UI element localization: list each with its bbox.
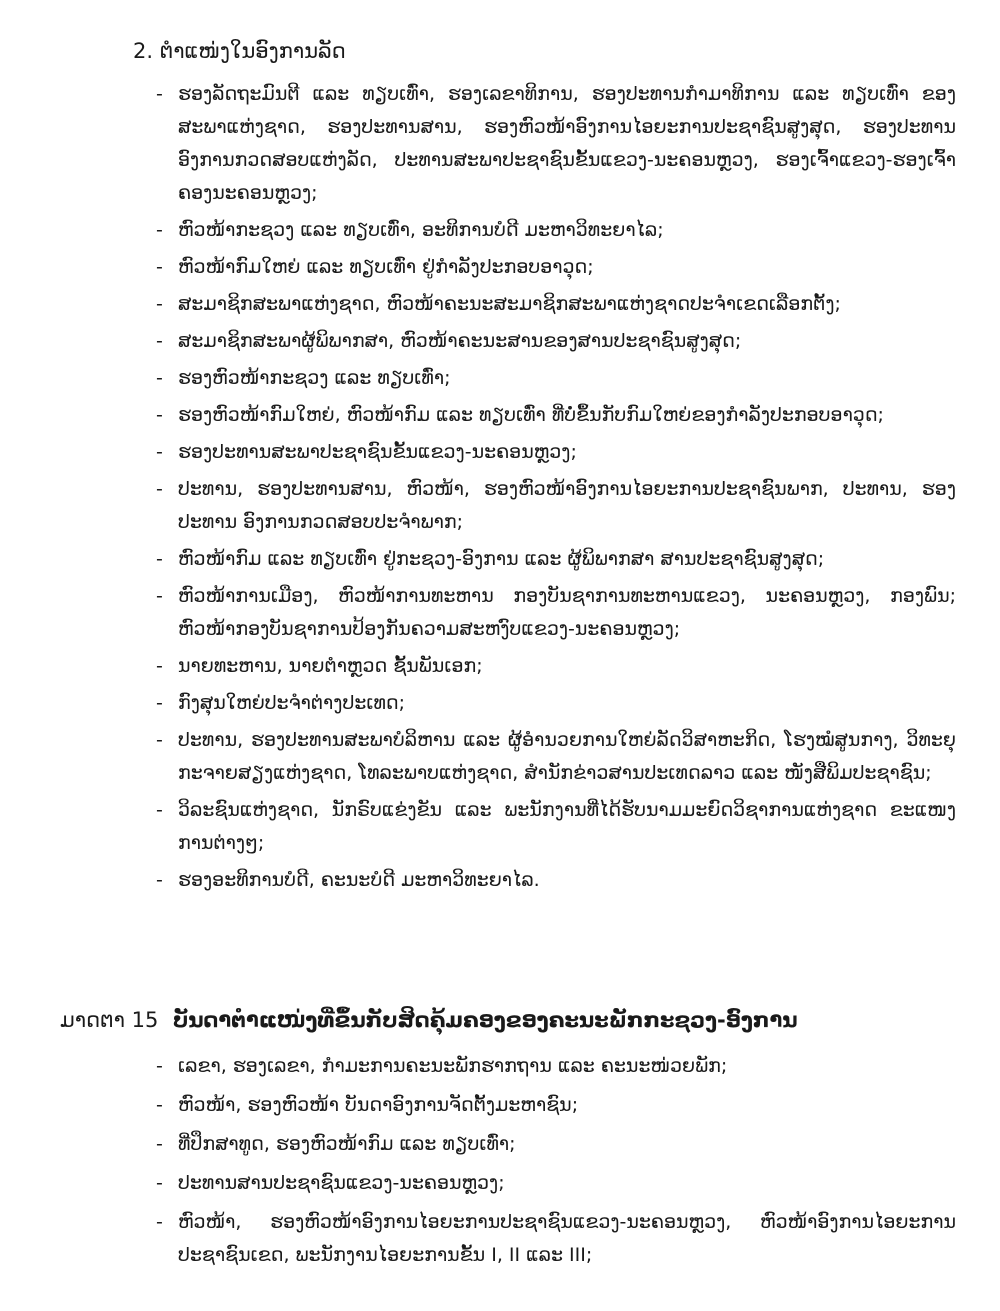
section-2-title: ຕຳແໜ່ງໃນອົງການລັດ xyxy=(159,39,346,63)
list-item: - ຫົວໜ້າ, ຮອງຫົວໜ້າ ບັນດາອົງການຈັດຕັ້ງມະຫາຊົນ; xyxy=(156,1094,579,1116)
list-item: - ຮອງຫົວໜ້າກົມໃຫຍ່, ຫົວໜ້າກົມ ແລະ ທຽບເທົ່າ ທີ່ບໍ່ຂຶ້ນກັບກົມໃຫຍ່ຂອງກຳລັງປະກອບອາວຸດ; xyxy=(156,404,884,426)
list-item: - ຫົວໜ້າກົມ ແລະ ທຽບເທົ່າ ຢູ່ກະຊວງ-ອົງການ ແລະ ຜູ້ພິພາກສາ ສານປະຊາຊົນສູງສຸດ; xyxy=(156,548,825,570)
list-item: - ຮອງປະທານສະພາປະຊາຊົນຂັ້ນແຂວງ-ນະຄອນຫຼວງ; xyxy=(156,441,577,463)
list-item: - ປະທານ, ຮອງປະທານສານ, ຫົວໜ້າ, ຮອງຫົວໜ້າອົງການໄອຍະການປະຊາຊົນພາກ, ປະທານ, ຮອງປະທານ ອົງການກວດສອບປະຈຳພາກ; xyxy=(156,478,956,533)
list-item: - ທີ່ປຶກສາທູດ, ຮອງຫົວໜ້າກົມ ແລະ ທຽບເທົ່າ; xyxy=(156,1133,516,1155)
list-item: - ສະມາຊິກສະພາຜູ້ພິພາກສາ, ຫົວໜ້າຄະນະສານຂອງສານປະຊາຊົນສູງສຸດ; xyxy=(156,330,742,352)
list-item: - ປະທານ, ຮອງປະທານສະພາບໍລິຫານ ແລະ ຜູ້ອຳນວຍການໃຫຍ່ລັດວິສາຫະກິດ, ໂຮງໝໍສູນກາງ, ວິທະຍຸກະຈາຍສຽງແຫ່ງຊາດ, ໂທລະພາບແຫ່ງຊາດ, ສຳນັກຂ່າວສານປະເທດລາວ ແລະ ໜັງສືພິມປະຊາຊົນ; xyxy=(156,729,956,784)
article-15-heading xyxy=(60,1005,798,1035)
list-item: - ຫົວໜ້າການເມືອງ, ຫົວໜ້າການທະຫານ ກອງບັນຊາການທະຫານແຂວງ, ນະຄອນຫຼວງ, ກອງພົນ; ຫົວໜ້າກອງບັນຊາການປ້ອງກັນຄວາມສະຫງົບແຂວງ-ນະຄອນຫຼວງ; xyxy=(156,585,956,640)
list-item: - ຮອງລັດຖະມົນຕີ ແລະ ທຽບເທົ່າ, ຮອງເລຂາທິການ, ຮອງປະທານກຳມາທິການ ແລະ ທຽບເທົ່າ ຂອງສະພາແຫ່ງຊາດ, ຮອງປະທານສານ, ຮອງຫົວໜ້າອົງການໄອຍະການປະຊາຊົນສູງສຸດ, ຮອງປະທານອົງການກວດສອບແຫ່ງລັດ, ປະທານສະພາປະຊາຊົນຂັ້ນແຂວງ-ນະຄອນຫຼວງ, ຮອງເຈົ້າແຂວງ-ຮອງເຈົ້າຄອງນະຄອນຫຼວງ; xyxy=(156,83,956,204)
list-item: - ນາຍທະຫານ, ນາຍຕຳຫຼວດ ຊັ້ນພັນເອກ; xyxy=(156,655,483,677)
section-2-heading xyxy=(133,36,346,66)
list-item: - ກົງສຸນໃຫຍ່ປະຈຳຕ່າງປະເທດ; xyxy=(156,692,406,714)
section-2-number: 2. xyxy=(133,39,154,63)
list-item: - ສະມາຊິກສະພາແຫ່ງຊາດ, ຫົວໜ້າຄະນະສະມາຊິກສະພາແຫ່ງຊາດປະຈຳເຂດເລືອກຕັ້ງ; xyxy=(156,293,841,315)
article-15-list xyxy=(156,1050,956,1278)
list-item: - ຫົວໜ້າ, ຮອງຫົວໜ້າອົງການໄອຍະການປະຊາຊົນແຂວງ-ນະຄອນຫຼວງ, ຫົວໜ້າອົງການໄອຍະການປະຊາຊົນເຂດ, ພະນັກງານໄອຍະການຂັ້ນ I, II ແລະ III; xyxy=(156,1211,956,1266)
list-item: - ຮອງຫົວໜ້າກະຊວງ ແລະ ທຽບເທົ່າ; xyxy=(156,367,451,389)
list-item: - ວິລະຊົນແຫ່ງຊາດ, ນັກຣົບແຂ່ງຂັນ ແລະ ພະນັກງານທີ່ໄດ້ຮັບນາມມະຍົດວິຊາການແຫ່ງຊາດ ຂະແໜງ ການຕ່າງໆ; xyxy=(156,799,956,854)
list-item: - ຫົວໜ້າກົມໃຫຍ່ ແລະ ທຽບເທົ່າ ຢູ່ກຳລັງປະກອບອາວຸດ; xyxy=(156,256,594,278)
list-item: - ເລຂາ, ຮອງເລຂາ, ກຳມະການຄະນະພັກຮາກຖານ ແລະ ຄະນະໜ່ວຍພັກ; xyxy=(156,1055,728,1077)
article-15-number: ມາດຕາ 15 xyxy=(60,1008,159,1032)
list-item: - ຮອງອະທິການບໍດີ, ຄະນະບໍດີ ມະຫາວິທະຍາໄລ. xyxy=(156,869,540,891)
list-item: - ຫົວໜ້າກະຊວງ ແລະ ທຽບເທົ່າ, ອະທິການບໍດີ ມະຫາວິທະຍາໄລ; xyxy=(156,219,664,241)
section-2-list xyxy=(156,78,956,901)
article-15-title: ບັນດາຕຳແໜ່ງທີ່ຂຶ້ນກັບສິດຄຸ້ມຄອງຂອງຄະນະພັກກະຊວງ-ອົງການ xyxy=(172,1008,798,1032)
list-item: - ປະທານສານປະຊາຊົນແຂວງ-ນະຄອນຫຼວງ; xyxy=(156,1172,505,1194)
